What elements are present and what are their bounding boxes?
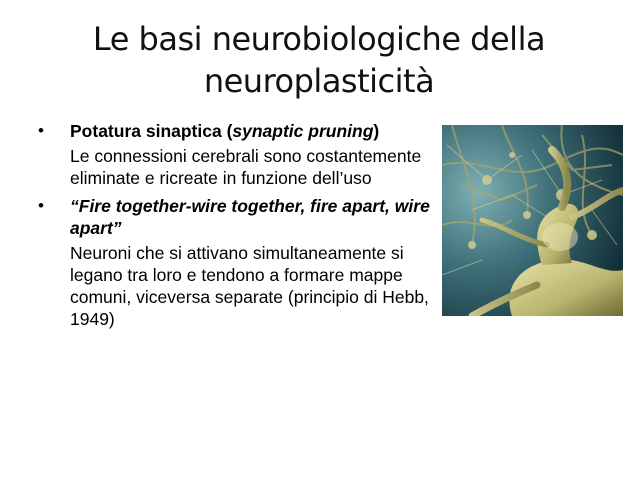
heading-italic-text: “Fire together-wire together, fire apart, wire apart” xyxy=(70,196,430,238)
heading-text-end: ) xyxy=(373,121,380,141)
bullet-marker: • xyxy=(38,196,44,215)
title-line-1: Le basi neurobiologiche della xyxy=(92,20,546,58)
bullet-body: Le connessioni cerebrali sono costantemente eliminate e ricreate in funzione dell’uso xyxy=(70,146,422,188)
bullet-body: Neuroni che si attivano simultaneamente si legano tra loro e tendono a formare mappe comuni, viceversa separate (principio di Hebb, 1949) xyxy=(70,243,429,329)
bullet-heading xyxy=(70,196,430,238)
bullet-list xyxy=(34,120,434,330)
bullet-heading xyxy=(70,121,379,141)
bullet-item-pruning xyxy=(34,120,434,142)
heading-italic-text: synaptic pruning xyxy=(232,121,374,141)
slide-title xyxy=(40,18,598,102)
bullet-item-hebb xyxy=(34,195,434,239)
title-line-2: neuroplasticità xyxy=(203,62,435,100)
bullet-marker: • xyxy=(38,121,44,140)
heading-text: Potatura sinaptica ( xyxy=(70,121,233,141)
neuron-network-illustration xyxy=(442,125,623,316)
